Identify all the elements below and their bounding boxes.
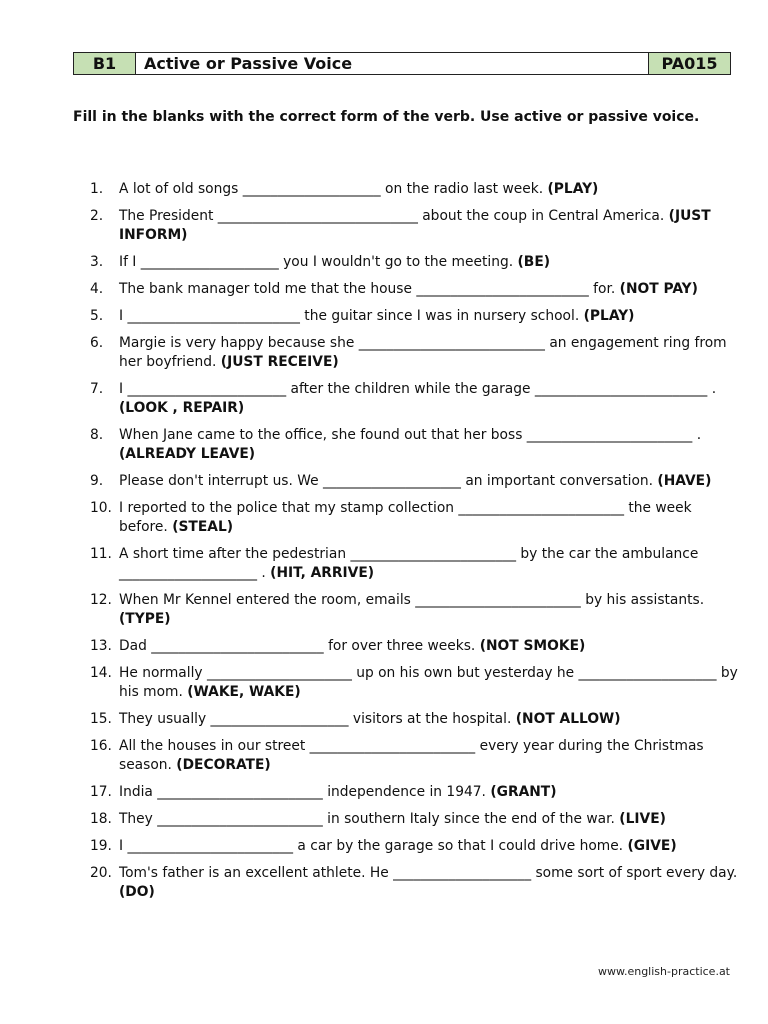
exercise-item xyxy=(90,710,740,729)
item-number: 4. xyxy=(90,281,104,297)
item-sentence: The President _____________________________ about the coup in Central America. xyxy=(119,208,669,224)
verb-hint: (NOT ALLOW) xyxy=(515,711,621,727)
item-number: 5. xyxy=(90,308,104,324)
verb-hint: (LIVE) xyxy=(619,811,666,827)
exercise-item xyxy=(90,737,740,775)
exercise-item xyxy=(90,472,740,491)
exercise-item xyxy=(90,864,740,902)
item-number: 17. xyxy=(90,784,112,800)
footer-url: www.english-practice.at xyxy=(597,965,730,978)
item-number: 16. xyxy=(90,738,112,754)
exercise-item xyxy=(90,837,740,856)
item-sentence: India ________________________ independence in 1947. xyxy=(119,784,491,800)
verb-hint: (HAVE) xyxy=(657,473,712,489)
item-sentence: All the houses in our street ________________________ every year during the Christmas season. xyxy=(119,738,704,773)
item-number: 20. xyxy=(90,865,112,881)
item-sentence: I ________________________ a car by the garage so that I could drive home. xyxy=(119,838,628,854)
item-number: 8. xyxy=(90,427,104,443)
item-number: 15. xyxy=(90,711,112,727)
exercise-item xyxy=(90,591,740,629)
item-sentence: When Mr Kennel entered the room, emails ________________________ by his assistants. xyxy=(119,592,705,608)
verb-hint: (ALREADY LEAVE) xyxy=(119,446,256,462)
item-sentence: If I ____________________ you I wouldn't go to the meeting. xyxy=(119,254,518,270)
exercise-item xyxy=(90,637,740,656)
item-number: 7. xyxy=(90,381,104,397)
verb-hint: (TYPE) xyxy=(119,611,171,627)
item-sentence: Margie is very happy because she ___________________________ an engagement ring from her boyfriend. xyxy=(119,335,727,370)
exercise-item xyxy=(90,426,740,464)
item-sentence: Please don't interrupt us. We ____________________ an important conversation. xyxy=(119,473,658,489)
verb-hint: (DECORATE) xyxy=(176,757,271,773)
worksheet-code: PA015 xyxy=(649,53,730,74)
exercise-item xyxy=(90,380,740,418)
item-sentence: They usually ____________________ visitors at the hospital. xyxy=(119,711,516,727)
worksheet-header xyxy=(73,52,731,75)
instructions: Fill in the blanks with the correct form of the verb. Use active or passive voice. xyxy=(73,109,700,125)
item-number: 3. xyxy=(90,254,104,270)
item-sentence: I reported to the police that my stamp collection ________________________ the week before. xyxy=(119,500,692,535)
verb-hint: (JUST INFORM) xyxy=(119,208,711,243)
level-badge: B1 xyxy=(74,53,136,74)
item-number: 19. xyxy=(90,838,112,854)
item-sentence: I _______________________ after the children while the garage _________________________ . xyxy=(119,381,717,397)
item-sentence: When Jane came to the office, she found out that her boss ________________________ . xyxy=(119,427,702,443)
exercise-item xyxy=(90,180,740,199)
exercise-item xyxy=(90,499,740,537)
item-number: 13. xyxy=(90,638,112,654)
exercise-item xyxy=(90,334,740,372)
item-sentence: The bank manager told me that the house _________________________ for. xyxy=(119,281,620,297)
item-number: 6. xyxy=(90,335,104,351)
item-sentence: He normally _____________________ up on his own but yesterday he ____________________ by his mom. xyxy=(119,665,738,700)
item-number: 14. xyxy=(90,665,112,681)
item-number: 10. xyxy=(90,500,112,516)
exercise-item xyxy=(90,545,740,583)
verb-hint: (PLAY) xyxy=(547,181,599,197)
verb-hint: (NOT PAY) xyxy=(619,281,698,297)
exercise-item xyxy=(90,307,740,326)
item-sentence: I _________________________ the guitar since I was in nursery school. xyxy=(119,308,584,324)
verb-hint: (PLAY) xyxy=(583,308,635,324)
item-number: 9. xyxy=(90,473,104,489)
verb-hint: (BE) xyxy=(517,254,551,270)
verb-hint: (WAKE, WAKE) xyxy=(187,684,301,700)
verb-hint: (GRANT) xyxy=(490,784,557,800)
item-sentence: A short time after the pedestrian ________________________ by the car the ambulance ____________________ . xyxy=(119,546,699,581)
exercise-item xyxy=(90,810,740,829)
verb-hint: (JUST RECEIVE) xyxy=(220,354,339,370)
item-number: 1. xyxy=(90,181,104,197)
item-sentence: A lot of old songs ____________________ on the radio last week. xyxy=(119,181,548,197)
item-number: 2. xyxy=(90,208,104,224)
item-number: 12. xyxy=(90,592,112,608)
exercise-item xyxy=(90,783,740,802)
exercise-item xyxy=(90,207,740,245)
verb-hint: (DO) xyxy=(119,884,155,900)
verb-hint: (STEAL) xyxy=(172,519,234,535)
exercise-item xyxy=(90,253,740,272)
item-number: 18. xyxy=(90,811,112,827)
item-sentence: Tom's father is an excellent athlete. He ____________________ some sort of sport every day. xyxy=(119,865,738,881)
exercise-item xyxy=(90,664,740,702)
verb-hint: (HIT, ARRIVE) xyxy=(270,565,375,581)
item-number: 11. xyxy=(90,546,112,562)
verb-hint: (NOT SMOKE) xyxy=(479,638,586,654)
item-sentence: They ________________________ in southern Italy since the end of the war. xyxy=(119,811,620,827)
verb-hint: (LOOK , REPAIR) xyxy=(119,400,245,416)
verb-hint: (GIVE) xyxy=(627,838,677,854)
exercise-list xyxy=(90,180,740,910)
item-sentence: Dad _________________________ for over three weeks. xyxy=(119,638,480,654)
worksheet-title: Active or Passive Voice xyxy=(136,53,649,74)
exercise-item xyxy=(90,280,740,299)
